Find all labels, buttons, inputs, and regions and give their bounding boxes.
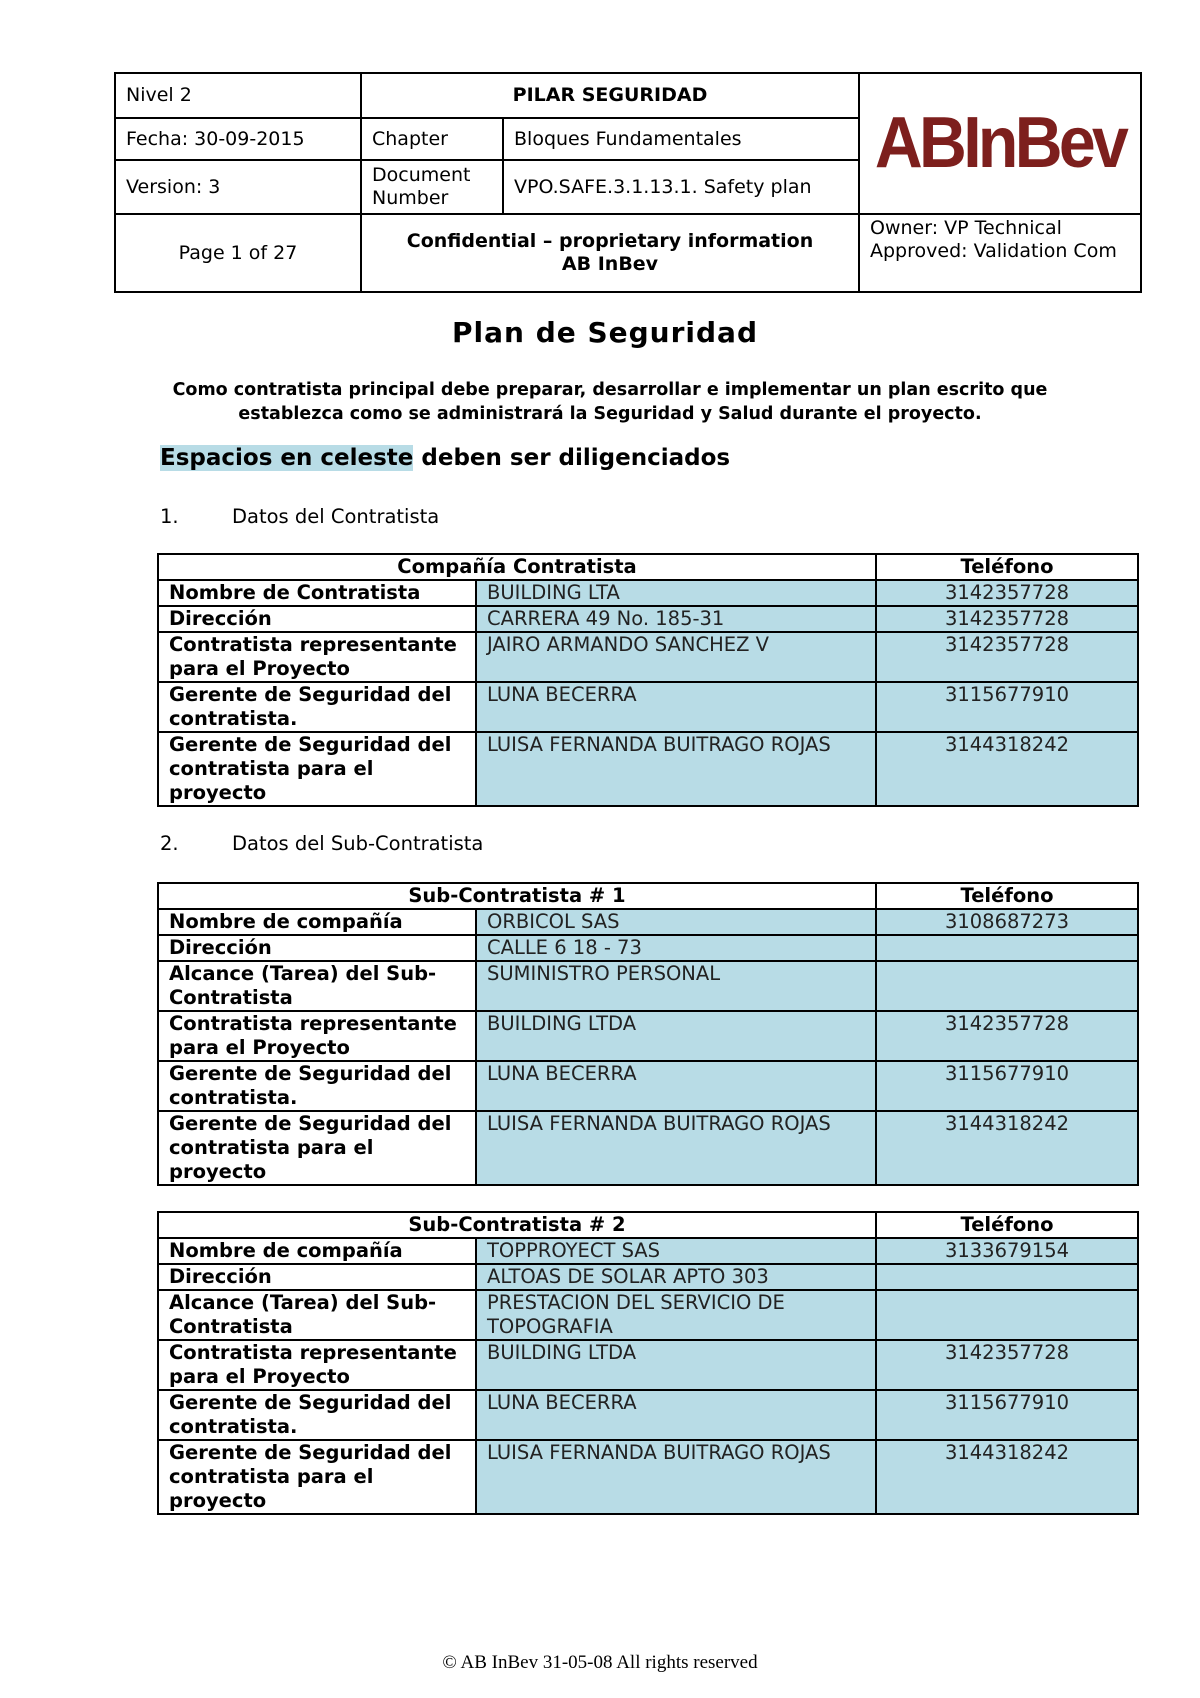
value-field[interactable]: LUNA BECERRA: [476, 1390, 876, 1440]
table-header-row: [158, 1212, 1138, 1238]
date-cell: Fecha: 30-09-2015: [115, 118, 361, 160]
row-label: Contratista representante para el Proyecto: [158, 1011, 476, 1061]
phone-field[interactable]: [876, 935, 1138, 961]
table-row: [158, 935, 1138, 961]
row-label: Nombre de compañía: [158, 1238, 476, 1264]
table-row: [158, 732, 1138, 806]
phone-field[interactable]: 3142357728: [876, 632, 1138, 682]
table-row: [158, 909, 1138, 935]
phone-field[interactable]: 3144318242: [876, 1111, 1138, 1185]
table-header-row: [158, 883, 1138, 909]
phone-field[interactable]: 3144318242: [876, 732, 1138, 806]
column-header: Teléfono: [876, 883, 1138, 909]
phone-field[interactable]: [876, 1290, 1138, 1340]
phone-field[interactable]: 3115677910: [876, 682, 1138, 732]
row-label: Dirección: [158, 935, 476, 961]
phone-field[interactable]: [876, 1264, 1138, 1290]
value-field[interactable]: LUISA FERNANDA BUITRAGO ROJAS: [476, 732, 876, 806]
confidential-line-2: AB InBev: [561, 253, 659, 275]
page-title: Plan de Seguridad: [452, 316, 758, 349]
row-label: Contratista representante para el Proyecto: [158, 632, 476, 682]
approved-line: Approved: Validation Com: [870, 239, 1117, 262]
document-header: [114, 72, 1142, 293]
column-header: Compañía Contratista: [158, 554, 876, 580]
table-row: [158, 1238, 1138, 1264]
row-label: Alcance (Tarea) del Sub-Contratista: [158, 1290, 476, 1340]
table-row: [158, 1011, 1138, 1061]
section-number: 1.: [160, 505, 179, 528]
fill-instruction: [160, 445, 730, 471]
table-header-row: [158, 554, 1138, 580]
value-field[interactable]: SUMINISTRO PERSONAL: [476, 961, 876, 1011]
section-heading-2: [160, 832, 483, 855]
section-title: Datos del Sub-Contratista: [232, 832, 484, 855]
value-field[interactable]: JAIRO ARMANDO SANCHEZ V: [476, 632, 876, 682]
table-row: [158, 1390, 1138, 1440]
row-label: Gerente de Seguridad del contratista para el proyecto: [158, 1111, 476, 1185]
row-label: Alcance (Tarea) del Sub-Contratista: [158, 961, 476, 1011]
column-header: Teléfono: [876, 554, 1138, 580]
row-label: Contratista representante para el Proyecto: [158, 1340, 476, 1390]
phone-field[interactable]: 3142357728: [876, 580, 1138, 606]
column-header: Teléfono: [876, 1212, 1138, 1238]
phone-field[interactable]: 3115677910: [876, 1061, 1138, 1111]
phone-field[interactable]: 3108687273: [876, 909, 1138, 935]
value-field[interactable]: LUISA FERNANDA BUITRAGO ROJAS: [476, 1440, 876, 1514]
phone-field[interactable]: 3142357728: [876, 606, 1138, 632]
table-row: [158, 1440, 1138, 1514]
value-field[interactable]: ALTOAS DE SOLAR APTO 303: [476, 1264, 876, 1290]
row-label: Dirección: [158, 1264, 476, 1290]
table-row: [158, 1340, 1138, 1390]
row-label: Gerente de Seguridad del contratista para el proyecto: [158, 732, 476, 806]
phone-field[interactable]: 3144318242: [876, 1440, 1138, 1514]
table-row: [158, 580, 1138, 606]
chapter-label: Chapter: [361, 118, 503, 160]
row-label: Gerente de Seguridad del contratista para el proyecto: [158, 1440, 476, 1514]
subcontractor-1-table: [157, 882, 1139, 1186]
section-heading-1: [160, 505, 439, 528]
row-label: Gerente de Seguridad del contratista.: [158, 682, 476, 732]
version-cell: Version: 3: [115, 160, 361, 214]
pillar-title: PILAR SEGURIDAD: [361, 73, 859, 118]
copyright-footer: © AB InBev 31-05-08 All rights reserved: [442, 1652, 758, 1673]
table-row: [158, 606, 1138, 632]
confidential-line-1: Confidential – proprietary information: [406, 230, 814, 253]
table-row: [158, 632, 1138, 682]
phone-field[interactable]: 3133679154: [876, 1238, 1138, 1264]
level-cell: Nivel 2: [115, 73, 361, 118]
contractor-table: [157, 553, 1139, 807]
subcontractor-2-table: [157, 1211, 1139, 1515]
value-field[interactable]: ORBICOL SAS: [476, 909, 876, 935]
column-header: Sub-Contratista # 2: [158, 1212, 876, 1238]
abinbev-logo: ABInBev: [874, 103, 1126, 184]
row-label: Dirección: [158, 606, 476, 632]
table-row: [158, 1290, 1138, 1340]
row-label: Nombre de Contratista: [158, 580, 476, 606]
value-field[interactable]: TOPPROYECT SAS: [476, 1238, 876, 1264]
value-field[interactable]: BUILDING LTDA: [476, 1340, 876, 1390]
phone-field[interactable]: [876, 961, 1138, 1011]
page-number: Page 1 of 27: [115, 214, 361, 292]
owner-cell: [859, 214, 1141, 292]
chapter-value: Bloques Fundamentales: [503, 118, 859, 160]
table-row: [158, 1264, 1138, 1290]
value-field[interactable]: LUNA BECERRA: [476, 1061, 876, 1111]
phone-field[interactable]: 3142357728: [876, 1011, 1138, 1061]
table-row: [158, 961, 1138, 1011]
instruction-rest: deben ser diligenciados: [413, 445, 731, 471]
confidential-notice: [361, 214, 859, 292]
highlighted-instruction: Espacios en celeste: [160, 445, 414, 471]
document-number-label: Document Number: [361, 160, 503, 214]
phone-field[interactable]: 3115677910: [876, 1390, 1138, 1440]
value-field[interactable]: CALLE 6 18 - 73: [476, 935, 876, 961]
document-number-value: VPO.SAFE.3.1.13.1. Safety plan: [503, 160, 859, 214]
value-field[interactable]: BUILDING LTA: [476, 580, 876, 606]
value-field[interactable]: LUISA FERNANDA BUITRAGO ROJAS: [476, 1111, 876, 1185]
section-title: Datos del Contratista: [232, 505, 440, 528]
row-label: Gerente de Seguridad del contratista.: [158, 1390, 476, 1440]
column-header: Sub-Contratista # 1: [158, 883, 876, 909]
company-logo: [859, 73, 1141, 214]
phone-field[interactable]: 3142357728: [876, 1340, 1138, 1390]
table-row: [158, 1111, 1138, 1185]
row-label: Nombre de compañía: [158, 909, 476, 935]
table-row: [158, 682, 1138, 732]
intro-paragraph: Como contratista principal debe preparar, desarrollar e implementar un plan escrito que establezca como se administrará la Seguridad y Salud durante el proyecto.: [172, 380, 1048, 424]
section-number: 2.: [160, 832, 179, 855]
value-field[interactable]: BUILDING LTDA: [476, 1011, 876, 1061]
table-row: [158, 1061, 1138, 1111]
owner-line: Owner: VP Technical: [870, 217, 1062, 239]
value-field[interactable]: CARRERA 49 No. 185-31: [476, 606, 876, 632]
value-field[interactable]: PRESTACION DEL SERVICIO DE TOPOGRAFIA: [476, 1290, 876, 1340]
row-label: Gerente de Seguridad del contratista.: [158, 1061, 476, 1111]
value-field[interactable]: LUNA BECERRA: [476, 682, 876, 732]
